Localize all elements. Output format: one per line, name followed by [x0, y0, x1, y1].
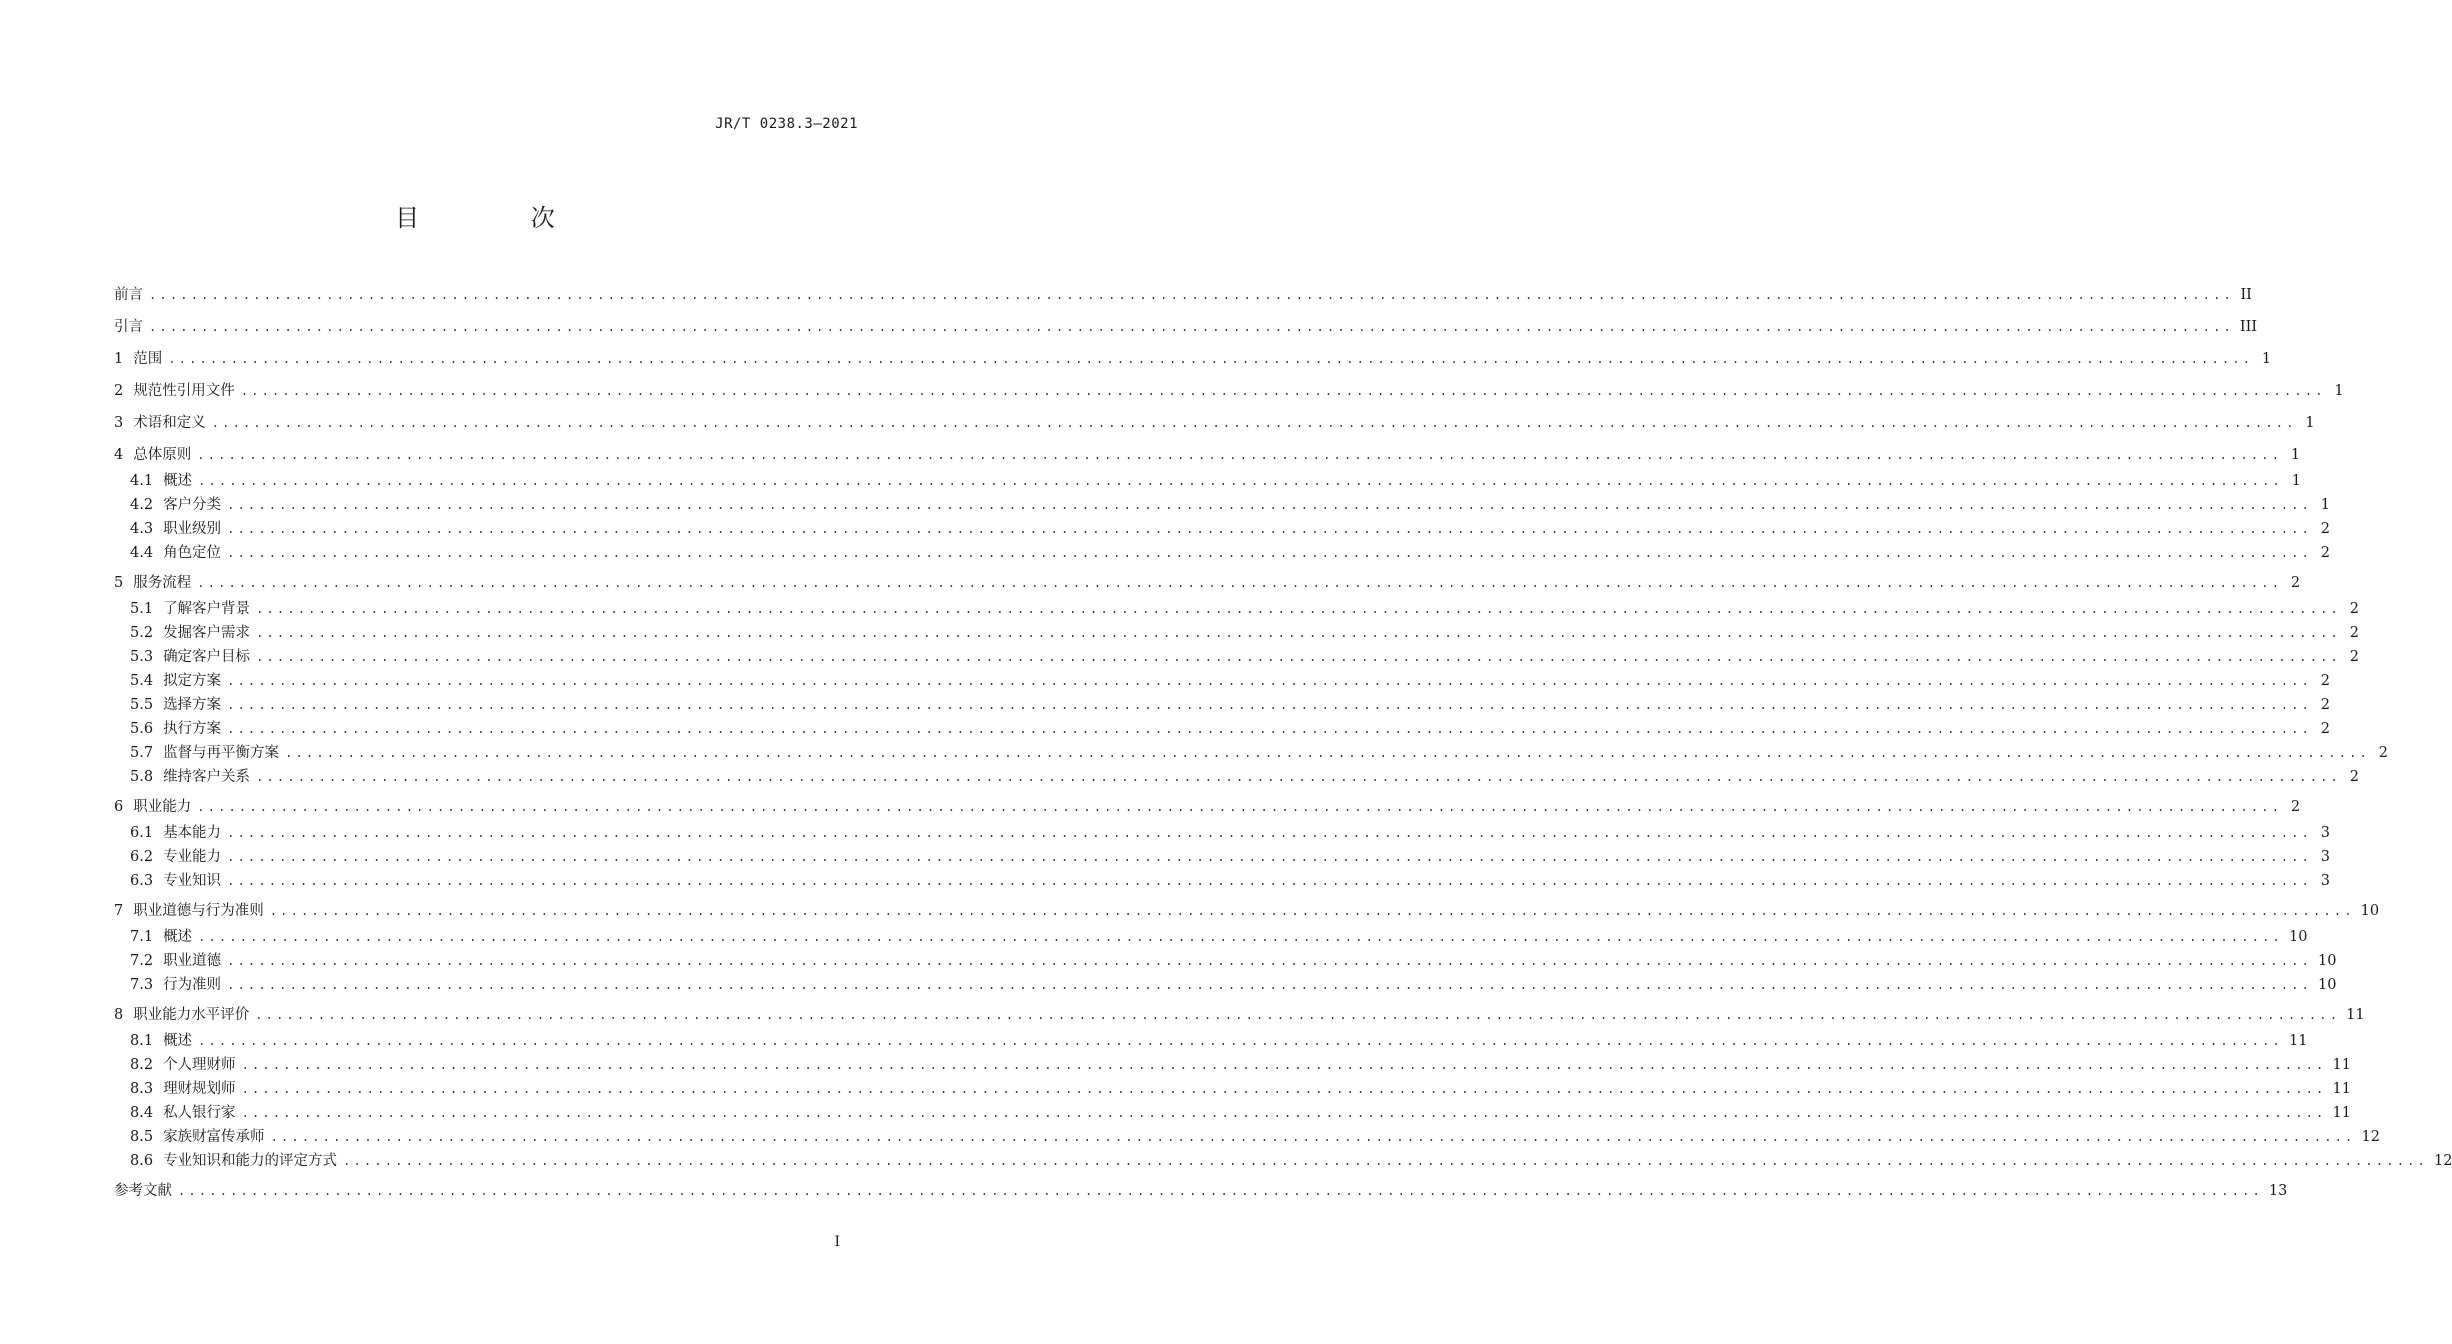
toc-entry[interactable] [130, 1150, 2452, 1172]
toc-leader-dots: ........................................................................................................................................................................................................ [285, 746, 2370, 760]
toc-entry-label [130, 646, 250, 668]
toc-leader-dots: ........................................................................................................................................................................................................ [241, 1106, 2327, 1120]
toc-entry-label [130, 846, 221, 868]
toc-entry-page: 1 [2334, 383, 2344, 399]
toc-leader-dots: ........................................................................................................................................................................................................ [198, 474, 2283, 488]
toc-leader-dots: ........................................................................................................................................................................................................ [198, 930, 2283, 944]
toc-entry-text: 参考文献 [114, 1183, 172, 1199]
toc-entry-label [114, 348, 162, 370]
toc-entry-text: 概述 [163, 929, 193, 945]
toc-entry-label [130, 1102, 236, 1124]
toc-entry-page: 10 [2360, 903, 2380, 919]
toc-entry-label [114, 572, 191, 594]
toc-leader-dots: ........................................................................................................................................................................................................ [343, 1154, 2428, 1168]
toc-entry-text: 职业能力水平评价 [133, 1007, 250, 1023]
toc-entry-number: 7 [114, 903, 124, 919]
toc-entry-label [130, 742, 279, 764]
toc-entry[interactable] [114, 796, 2301, 818]
toc-entry-text: 拟定方案 [163, 673, 222, 689]
toc-entry-label [130, 670, 221, 692]
toc-entry[interactable] [114, 284, 2252, 306]
toc-entry-page: 11 [2332, 1081, 2351, 1097]
toc-leader-dots: ........................................................................................................................................................................................................ [198, 1034, 2283, 1048]
toc-entry-number: 7.3 [130, 977, 154, 993]
toc-entry[interactable] [114, 1180, 2288, 1202]
toc-leader-dots: ........................................................................................................................................................................................................ [211, 416, 2297, 430]
toc-entry-number: 5.7 [130, 745, 154, 761]
toc-entry-number: 8 [114, 1007, 124, 1023]
toc-entry[interactable] [130, 518, 2330, 540]
toc-leader-dots: ........................................................................................................................................................................................................ [256, 650, 2341, 664]
toc-entry-text: 角色定位 [163, 545, 222, 561]
toc-entry[interactable] [130, 822, 2330, 844]
toc-entry-label [130, 870, 221, 892]
toc-entry-label [114, 900, 264, 922]
toc-entry-label [130, 926, 192, 948]
toc-leader-dots: ........................................................................................................................................................................................................ [227, 826, 2312, 840]
toc-entry-page: 2 [2290, 799, 2301, 815]
toc-entry-page: 2 [2320, 721, 2330, 737]
toc-entry-number: 8.6 [130, 1153, 154, 1169]
toc-entry-page: 11 [2288, 1033, 2308, 1049]
toc-entry-label [114, 1004, 249, 1026]
toc-entry-page: II [2240, 287, 2252, 303]
toc-entry[interactable] [130, 598, 2359, 620]
toc-leader-dots: ........................................................................................................................................................................................................ [227, 954, 2312, 968]
toc-entry[interactable] [114, 1004, 2365, 1026]
toc-leader-dots: ........................................................................................................................................................................................................ [227, 850, 2312, 864]
toc-entry-label [130, 822, 221, 844]
toc-entry-page: 1 [2305, 415, 2315, 431]
toc-entry-text: 家族财富传承师 [163, 1129, 265, 1145]
toc-entry-number: 6.3 [130, 873, 154, 889]
toc-entry-label [130, 598, 250, 620]
toc-entry[interactable] [130, 470, 2301, 492]
toc-leader-dots: ........................................................................................................................................................................................................ [197, 448, 2283, 462]
toc-entry-page: 2 [2320, 545, 2330, 561]
toc-entry[interactable] [114, 444, 2301, 466]
toc-entry[interactable] [130, 846, 2330, 868]
toc-entry-label [130, 950, 221, 972]
toc-entry-page: 1 [2291, 473, 2301, 489]
toc-entry-number: 8.2 [130, 1057, 154, 1073]
toc-entry-page: 11 [2332, 1057, 2351, 1073]
toc-entry-text: 职业级别 [163, 521, 222, 537]
toc-entry[interactable] [130, 742, 2388, 764]
toc-leader-dots: ........................................................................................................................................................................................................ [178, 1184, 2263, 1198]
toc-entry-number: 4.2 [130, 497, 154, 513]
toc-entry-page: 2 [2378, 745, 2388, 761]
toc-entry-label [130, 470, 192, 492]
toc-entry-text: 私人银行家 [163, 1105, 236, 1121]
toc-leader-dots: ........................................................................................................................................................................................................ [149, 288, 2234, 302]
toc-entry-page: 10 [2317, 977, 2337, 993]
toc-entry-text: 专业能力 [163, 849, 222, 865]
toc-entry-text: 总体原则 [133, 447, 192, 463]
toc-entry-text: 职业道德与行为准则 [133, 903, 264, 919]
toc-entry[interactable] [130, 1030, 2308, 1052]
toc-entry[interactable] [114, 572, 2301, 594]
toc-entry[interactable] [130, 718, 2330, 740]
toc-entry-label [114, 1180, 172, 1202]
toc-leader-dots: ........................................................................................................................................................................................................ [197, 800, 2283, 814]
toc-entry-label [130, 1078, 236, 1100]
toc-entry-text: 范围 [133, 351, 163, 367]
toc-leader-dots: ........................................................................................................................................................................................................ [256, 602, 2341, 616]
toc-entry[interactable] [130, 766, 2359, 788]
toc-entry-number: 5 [114, 575, 124, 591]
toc-entry-page: 3 [2320, 825, 2330, 841]
toc-leader-dots: ........................................................................................................................................................................................................ [149, 320, 2234, 334]
toc-leader-dots: ........................................................................................................................................................................................................ [241, 1082, 2327, 1096]
toc-title: 目 次 [395, 204, 607, 232]
toc-leader-dots: ........................................................................................................................................................................................................ [197, 576, 2283, 590]
toc-entry-page: 2 [2349, 769, 2359, 785]
toc-leader-dots: ........................................................................................................................................................................................................ [256, 770, 2341, 784]
toc-entry-text: 基本能力 [163, 825, 222, 841]
toc-entry[interactable] [130, 694, 2330, 716]
toc-entry-page: III [2239, 319, 2258, 335]
toc-entry-number: 7.1 [130, 929, 154, 945]
toc-entry-text: 规范性引用文件 [133, 383, 235, 399]
toc-entry[interactable] [114, 900, 2380, 922]
toc-entry-text: 发掘客户需求 [163, 625, 251, 641]
toc-entry-label [130, 1030, 192, 1052]
toc-leader-dots: ........................................................................................................................................................................................................ [227, 698, 2312, 712]
toc-entry-label [130, 694, 221, 716]
toc-entry[interactable] [130, 670, 2330, 692]
toc-entry[interactable] [130, 950, 2337, 972]
toc-entry-text: 选择方案 [163, 697, 222, 713]
toc-entry-text: 了解客户背景 [163, 601, 251, 617]
toc-entry-number: 8.3 [130, 1081, 154, 1097]
toc-entry-page: 2 [2320, 697, 2330, 713]
toc-entry-text: 概述 [163, 473, 193, 489]
toc-entry-text: 专业知识 [163, 873, 222, 889]
toc-entry-label [130, 1150, 337, 1172]
toc-entry-number: 6 [114, 799, 124, 815]
toc-entry-label [114, 316, 143, 338]
toc-entry-page: 11 [2346, 1007, 2365, 1023]
toc-entry-page: 2 [2320, 521, 2330, 537]
toc-entry-label [130, 518, 221, 540]
toc-entry-label [130, 542, 221, 564]
toc-entry-page: 2 [2320, 673, 2330, 689]
toc-entry-label [114, 444, 191, 466]
toc-entry-text: 职业能力 [133, 799, 192, 815]
toc-entry[interactable] [130, 646, 2359, 668]
toc-entry-label [114, 796, 191, 818]
toc-entry-page: 3 [2320, 873, 2330, 889]
toc-leader-dots: ........................................................................................................................................................................................................ [240, 384, 2326, 398]
toc-leader-dots: ........................................................................................................................................................................................................ [168, 352, 2254, 366]
toc-entry[interactable] [130, 974, 2337, 996]
toc-entry-text: 职业道德 [163, 953, 222, 969]
toc-entry-number: 6.2 [130, 849, 154, 865]
toc-entry-number: 4.4 [130, 545, 154, 561]
toc-entry[interactable] [130, 870, 2330, 892]
toc-entry-text: 执行方案 [163, 721, 222, 737]
toc-entry-number: 5.3 [130, 649, 154, 665]
toc-entry-page: 2 [2349, 625, 2359, 641]
toc-entry[interactable] [130, 1126, 2380, 1148]
toc-leader-dots: ........................................................................................................................................................................................................ [255, 1008, 2341, 1022]
toc-entry-page: 1 [2290, 447, 2301, 463]
toc-entry-label [130, 1054, 236, 1076]
toc-entry-text: 理财规划师 [163, 1081, 236, 1097]
toc-entry-label [114, 284, 143, 306]
toc-entry-text: 监督与再平衡方案 [163, 745, 280, 761]
toc-entry-text: 术语和定义 [133, 415, 206, 431]
toc-entry-number: 5.8 [130, 769, 154, 785]
toc-entry-number: 8.1 [130, 1033, 154, 1049]
toc-entry-label [114, 412, 206, 434]
toc-leader-dots: ........................................................................................................................................................................................................ [227, 978, 2312, 992]
toc-entry[interactable] [114, 380, 2344, 402]
standard-code: JR/T 0238.3—2021 [715, 116, 858, 132]
toc-entry-page: 3 [2320, 849, 2330, 865]
toc-entry-number: 5.1 [130, 601, 154, 617]
toc-entry-number: 3 [114, 415, 124, 431]
toc-entry-label [130, 1126, 265, 1148]
toc-entry[interactable] [114, 348, 2272, 370]
toc-entry-label [130, 494, 221, 516]
toc-entry-label [130, 622, 250, 644]
toc-entry-number: 5.5 [130, 697, 154, 713]
toc-entry-page: 10 [2288, 929, 2308, 945]
toc-entry-label [130, 766, 250, 788]
toc-entry-text: 个人理财师 [163, 1057, 236, 1073]
toc-entry-text: 前言 [114, 287, 143, 303]
toc-entry-number: 2 [114, 383, 124, 399]
toc-leader-dots: ........................................................................................................................................................................................................ [227, 546, 2312, 560]
toc-leader-dots: ........................................................................................................................................................................................................ [227, 522, 2312, 536]
toc-entry-text: 行为准则 [163, 977, 222, 993]
toc-leader-dots: ........................................................................................................................................................................................................ [227, 498, 2312, 512]
toc-entry-number: 4 [114, 447, 124, 463]
toc-entry[interactable] [130, 1078, 2351, 1100]
toc-entry-text: 维持客户关系 [163, 769, 251, 785]
toc-leader-dots: ........................................................................................................................................................................................................ [227, 722, 2312, 736]
toc-entry-text: 引言 [114, 319, 143, 335]
toc-entry[interactable] [114, 412, 2315, 434]
page-number: I [834, 1234, 840, 1250]
toc-entry-page: 2 [2349, 601, 2359, 617]
toc-entry-page: 13 [2268, 1183, 2288, 1199]
toc-leader-dots: ........................................................................................................................................................................................................ [227, 874, 2312, 888]
toc-entry-label [130, 974, 221, 996]
toc-entry-number: 5.4 [130, 673, 154, 689]
toc-entry-number: 4.1 [130, 473, 154, 489]
toc-entry-page: 1 [2320, 497, 2330, 513]
toc-entry-text: 客户分类 [163, 497, 222, 513]
toc-entry-page: 12 [2433, 1153, 2452, 1169]
toc-entry[interactable] [130, 1054, 2351, 1076]
toc-entry-number: 1 [114, 351, 124, 367]
toc-entry-text: 服务流程 [133, 575, 192, 591]
toc-leader-dots: ........................................................................................................................................................................................................ [256, 626, 2341, 640]
toc-entry-page: 10 [2317, 953, 2337, 969]
toc-entry[interactable] [130, 1102, 2351, 1124]
toc-entry-text: 专业知识和能力的评定方式 [163, 1153, 338, 1169]
toc-entry-page: 12 [2361, 1129, 2380, 1145]
toc-entry-number: 5.6 [130, 721, 154, 737]
toc-entry-label [114, 380, 235, 402]
toc-entry-number: 7.2 [130, 953, 154, 969]
toc-entry-page: 2 [2290, 575, 2301, 591]
toc-entry-number: 5.2 [130, 625, 154, 641]
toc-leader-dots: ........................................................................................................................................................................................................ [227, 674, 2312, 688]
toc-entry-text: 概述 [163, 1033, 193, 1049]
toc-entry[interactable] [130, 494, 2330, 516]
toc-entry[interactable] [130, 926, 2308, 948]
toc-entry-label [130, 718, 221, 740]
toc-leader-dots: ........................................................................................................................................................................................................ [241, 1058, 2327, 1072]
toc-leader-dots: ........................................................................................................................................................................................................ [270, 1130, 2356, 1144]
toc-entry-page: 2 [2349, 649, 2359, 665]
toc-entry-text: 确定客户目标 [163, 649, 251, 665]
toc-entry-number: 6.1 [130, 825, 154, 841]
toc-entry-number: 4.3 [130, 521, 154, 537]
toc-entry[interactable] [114, 316, 2258, 338]
toc-entry[interactable] [130, 622, 2359, 644]
toc-entry[interactable] [130, 542, 2330, 564]
toc-entry-page: 1 [2261, 351, 2272, 367]
toc-entry-number: 8.5 [130, 1129, 154, 1145]
toc-leader-dots: ........................................................................................................................................................................................................ [269, 904, 2355, 918]
toc-entry-page: 11 [2332, 1105, 2351, 1121]
toc-entry-number: 8.4 [130, 1105, 154, 1121]
